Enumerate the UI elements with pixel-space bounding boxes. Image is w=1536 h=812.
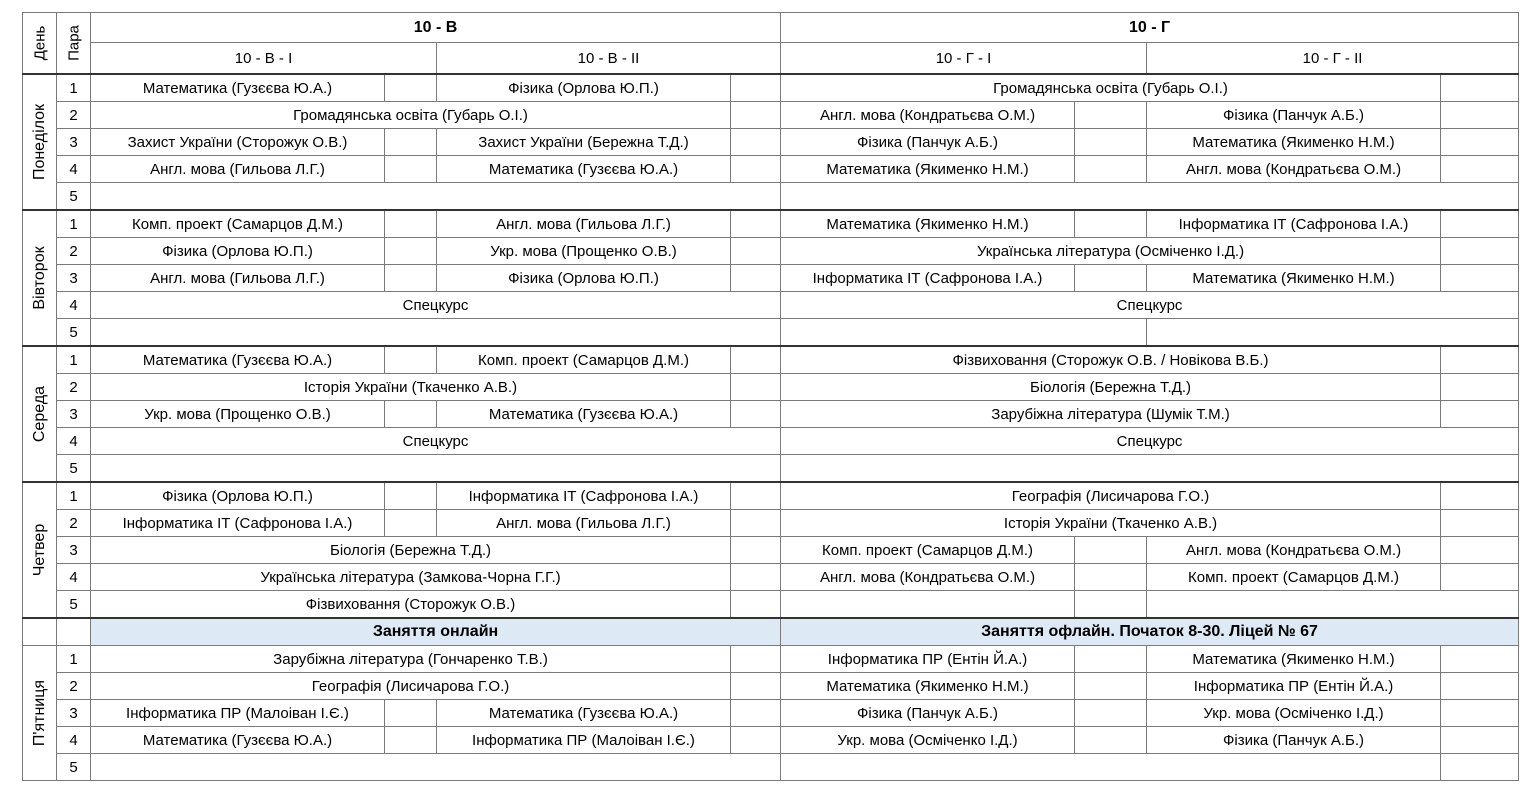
day-column-header: День <box>23 13 57 75</box>
empty-cell <box>781 455 1519 483</box>
lesson-cell: Інформатика ІТ (Сафронова І.А.) <box>91 510 385 537</box>
lesson-number: 1 <box>57 646 91 673</box>
empty-cell <box>1441 482 1519 510</box>
empty-cell <box>781 591 1075 619</box>
lesson-cell: Англ. мова (Гильова Л.Г.) <box>91 265 385 292</box>
empty-cell <box>385 482 437 510</box>
empty-cell <box>1441 754 1519 781</box>
lesson-cell: Фізика (Панчук А.Б.) <box>781 129 1075 156</box>
lesson-cell: Укр. мова (Осміченко І.Д.) <box>1147 700 1441 727</box>
empty-cell <box>385 210 437 238</box>
empty-cell <box>1441 537 1519 564</box>
empty-cell <box>1441 700 1519 727</box>
lesson-cell: Укр. мова (Прощенко О.В.) <box>437 238 731 265</box>
para-column-header: Пара <box>57 13 91 75</box>
header-row-classes <box>23 13 1519 43</box>
lesson-number: 1 <box>57 74 91 102</box>
empty-cell <box>731 482 781 510</box>
table-row <box>23 183 1519 211</box>
table-row <box>23 74 1519 102</box>
empty-cell <box>385 238 437 265</box>
lesson-number: 5 <box>57 591 91 619</box>
empty-cell <box>1441 265 1519 292</box>
empty-cell <box>731 727 781 754</box>
lesson-cell: Біологія (Бережна Т.Д.) <box>781 374 1441 401</box>
lesson-number: 4 <box>57 727 91 754</box>
lesson-cell: Фізика (Панчук А.Б.) <box>781 700 1075 727</box>
day-label-tuesday: Вівторок <box>23 210 57 346</box>
empty-cell <box>1441 673 1519 700</box>
lesson-cell: Комп. проект (Самарцов Д.М.) <box>437 346 731 374</box>
lesson-cell: Математика (Якименко Н.М.) <box>1147 646 1441 673</box>
empty-cell <box>781 754 1441 781</box>
empty-cell <box>1075 564 1147 591</box>
table-row <box>23 210 1519 238</box>
empty-cell <box>1075 265 1147 292</box>
lesson-cell: Математика (Якименко Н.М.) <box>781 156 1075 183</box>
empty-cell <box>1441 238 1519 265</box>
empty-cell <box>91 319 781 347</box>
empty-cell <box>1147 591 1519 619</box>
class-10v-header: 10 - В <box>91 13 781 43</box>
lesson-number: 4 <box>57 564 91 591</box>
empty-cell <box>731 591 781 619</box>
lesson-cell: Історія України (Ткаченко А.В.) <box>781 510 1441 537</box>
lesson-cell: Спецкурс <box>781 292 1519 319</box>
lesson-cell: Історія України (Ткаченко А.В.) <box>91 374 731 401</box>
lesson-cell: Комп. проект (Самарцов Д.М.) <box>1147 564 1441 591</box>
lesson-cell: Математика (Гузєєва Ю.А.) <box>437 700 731 727</box>
lesson-number: 4 <box>57 156 91 183</box>
table-row <box>23 319 1519 347</box>
empty-cell <box>1441 646 1519 673</box>
lesson-cell: Математика (Якименко Н.М.) <box>781 673 1075 700</box>
subgroup-10v1-header: 10 - В - І <box>91 43 437 75</box>
empty-cell <box>385 265 437 292</box>
empty-cell <box>1441 74 1519 102</box>
empty-cell <box>1075 156 1147 183</box>
lesson-cell: Зарубіжна література (Гончаренко Т.В.) <box>91 646 731 673</box>
empty-cell <box>1441 374 1519 401</box>
empty-cell <box>1441 401 1519 428</box>
lesson-cell: Фізика (Орлова Ю.П.) <box>437 265 731 292</box>
subgroup-10g1-header: 10 - Г - І <box>781 43 1147 75</box>
lesson-cell: Англ. мова (Кондратьєва О.М.) <box>1147 537 1441 564</box>
lesson-cell: Математика (Гузєєва Ю.А.) <box>91 74 385 102</box>
empty-cell <box>1075 727 1147 754</box>
lesson-cell: Захист України (Сторожук О.В.) <box>91 129 385 156</box>
empty-cell <box>731 673 781 700</box>
lesson-cell: Українська література (Осміченко І.Д.) <box>781 238 1441 265</box>
empty-cell <box>23 618 57 646</box>
empty-cell <box>731 74 781 102</box>
table-row <box>23 156 1519 183</box>
empty-cell <box>731 129 781 156</box>
lesson-number: 2 <box>57 673 91 700</box>
class-10g-header: 10 - Г <box>781 13 1519 43</box>
lesson-number: 5 <box>57 319 91 347</box>
table-row <box>23 346 1519 374</box>
empty-cell <box>1075 700 1147 727</box>
empty-cell <box>1441 156 1519 183</box>
lesson-number: 2 <box>57 510 91 537</box>
lesson-cell: Фізвиховання (Сторожук О.В. / Новікова В.Б.) <box>781 346 1441 374</box>
lesson-cell: Математика (Гузєєва Ю.А.) <box>437 156 731 183</box>
empty-cell <box>1441 346 1519 374</box>
lesson-cell: Інформатика ПР (Ентін Й.А.) <box>1147 673 1441 700</box>
lesson-cell: Математика (Якименко Н.М.) <box>1147 265 1441 292</box>
empty-cell <box>57 618 91 646</box>
lesson-cell: Українська література (Замкова-Чорна Г.Г.) <box>91 564 731 591</box>
empty-cell <box>91 455 781 483</box>
empty-cell <box>731 537 781 564</box>
empty-cell <box>1075 646 1147 673</box>
lesson-cell: Інформатика ПР (Малоіван І.Є.) <box>437 727 731 754</box>
lesson-number: 5 <box>57 455 91 483</box>
table-row <box>23 700 1519 727</box>
table-row <box>23 265 1519 292</box>
empty-cell <box>385 401 437 428</box>
lesson-cell: Англ. мова (Гильова Л.Г.) <box>91 156 385 183</box>
empty-cell <box>731 102 781 129</box>
table-row <box>23 129 1519 156</box>
empty-cell <box>781 183 1519 211</box>
lesson-number: 3 <box>57 265 91 292</box>
lesson-cell: Математика (Якименко Н.М.) <box>781 210 1075 238</box>
empty-cell <box>91 183 781 211</box>
empty-cell <box>385 129 437 156</box>
empty-cell <box>731 238 781 265</box>
day-label-friday: П'ятниця <box>23 646 57 781</box>
lesson-cell: Спецкурс <box>91 292 781 319</box>
lesson-cell: Громадянська освіта (Губарь О.І.) <box>781 74 1441 102</box>
table-row <box>23 754 1519 781</box>
lesson-cell: Математика (Гузєєва Ю.А.) <box>91 346 385 374</box>
empty-cell <box>385 510 437 537</box>
lesson-cell: Географія (Лисичарова Г.О.) <box>91 673 731 700</box>
empty-cell <box>1075 102 1147 129</box>
lesson-cell: Фізика (Орлова Ю.П.) <box>91 482 385 510</box>
lesson-number: 1 <box>57 482 91 510</box>
empty-cell <box>731 156 781 183</box>
table-row <box>23 673 1519 700</box>
lesson-cell: Спецкурс <box>91 428 781 455</box>
empty-cell <box>1441 564 1519 591</box>
table-row <box>23 292 1519 319</box>
lesson-cell: Інформатика ІТ (Сафронова І.А.) <box>781 265 1075 292</box>
empty-cell <box>1441 210 1519 238</box>
table-row <box>23 646 1519 673</box>
empty-cell <box>731 564 781 591</box>
lesson-cell: Інформатика ІТ (Сафронова І.А.) <box>437 482 731 510</box>
lesson-cell: Укр. мова (Прощенко О.В.) <box>91 401 385 428</box>
lesson-cell: Математика (Гузєєва Ю.А.) <box>91 727 385 754</box>
lesson-cell: Фізика (Панчук А.Б.) <box>1147 727 1441 754</box>
lesson-cell: Інформатика ПР (Малоіван І.Є.) <box>91 700 385 727</box>
lesson-number: 3 <box>57 401 91 428</box>
empty-cell <box>1441 510 1519 537</box>
lesson-cell: Англ. мова (Гильова Л.Г.) <box>437 210 731 238</box>
lesson-number: 2 <box>57 374 91 401</box>
empty-cell <box>731 374 781 401</box>
subgroup-10g2-header: 10 - Г - ІІ <box>1147 43 1519 75</box>
table-row <box>23 591 1519 619</box>
table-row <box>23 727 1519 754</box>
lesson-cell: Англ. мова (Гильова Л.Г.) <box>437 510 731 537</box>
lesson-cell: Англ. мова (Кондратьєва О.М.) <box>1147 156 1441 183</box>
lesson-cell: Географія (Лисичарова Г.О.) <box>781 482 1441 510</box>
empty-cell <box>385 727 437 754</box>
table-row <box>23 102 1519 129</box>
table-row <box>23 428 1519 455</box>
lesson-number: 3 <box>57 537 91 564</box>
table-row <box>23 510 1519 537</box>
table-row <box>23 564 1519 591</box>
lesson-cell: Комп. проект (Самарцов Д.М.) <box>781 537 1075 564</box>
lesson-cell: Інформатика ІТ (Сафронова І.А.) <box>1147 210 1441 238</box>
empty-cell <box>1147 319 1519 347</box>
lesson-cell: Спецкурс <box>781 428 1519 455</box>
lesson-cell: Громадянська освіта (Губарь О.І.) <box>91 102 731 129</box>
empty-cell <box>731 510 781 537</box>
table-row <box>23 537 1519 564</box>
lesson-cell: Англ. мова (Кондратьєва О.М.) <box>781 564 1075 591</box>
lesson-number: 5 <box>57 183 91 211</box>
empty-cell <box>731 646 781 673</box>
lesson-number: 2 <box>57 238 91 265</box>
table-row <box>23 238 1519 265</box>
empty-cell <box>1075 537 1147 564</box>
lesson-number: 3 <box>57 129 91 156</box>
lesson-cell: Англ. мова (Кондратьєва О.М.) <box>781 102 1075 129</box>
lesson-cell: Математика (Якименко Н.М.) <box>1147 129 1441 156</box>
notice-offline: Заняття офлайн. Початок 8-30. Ліцей № 67 <box>781 618 1519 646</box>
empty-cell <box>731 401 781 428</box>
lesson-cell: Фізика (Панчук А.Б.) <box>1147 102 1441 129</box>
day-label-thursday: Четвер <box>23 482 57 618</box>
lesson-cell: Інформатика ПР (Ентін Й.А.) <box>781 646 1075 673</box>
notice-row <box>23 618 1519 646</box>
table-row <box>23 455 1519 483</box>
lesson-cell: Фізика (Орлова Ю.П.) <box>437 74 731 102</box>
lesson-cell: Укр. мова (Осміченко І.Д.) <box>781 727 1075 754</box>
lesson-number: 4 <box>57 428 91 455</box>
table-row <box>23 482 1519 510</box>
empty-cell <box>781 319 1147 347</box>
day-label-wednesday: Середа <box>23 346 57 482</box>
day-label-monday: Понеділок <box>23 74 57 210</box>
notice-online: Заняття онлайн <box>91 618 781 646</box>
empty-cell <box>1075 591 1147 619</box>
empty-cell <box>385 346 437 374</box>
empty-cell <box>731 700 781 727</box>
empty-cell <box>1441 129 1519 156</box>
empty-cell <box>731 265 781 292</box>
lesson-number: 5 <box>57 754 91 781</box>
table-row <box>23 401 1519 428</box>
lesson-cell: Комп. проект (Самарцов Д.М.) <box>91 210 385 238</box>
lesson-number: 4 <box>57 292 91 319</box>
empty-cell <box>91 754 781 781</box>
empty-cell <box>1441 102 1519 129</box>
empty-cell <box>385 156 437 183</box>
empty-cell <box>731 346 781 374</box>
empty-cell <box>1075 129 1147 156</box>
empty-cell <box>731 210 781 238</box>
lesson-number: 3 <box>57 700 91 727</box>
lesson-cell: Фізика (Орлова Ю.П.) <box>91 238 385 265</box>
lesson-cell: Математика (Гузєєва Ю.А.) <box>437 401 731 428</box>
lesson-number: 1 <box>57 346 91 374</box>
empty-cell <box>385 74 437 102</box>
lesson-cell: Зарубіжна література (Шумік Т.М.) <box>781 401 1441 428</box>
empty-cell <box>1075 673 1147 700</box>
table-row <box>23 374 1519 401</box>
schedule-table <box>22 12 1519 781</box>
empty-cell <box>385 700 437 727</box>
header-row-subgroups <box>23 43 1519 75</box>
lesson-number: 1 <box>57 210 91 238</box>
empty-cell <box>1075 210 1147 238</box>
lesson-cell: Фізвиховання (Сторожук О.В.) <box>91 591 731 619</box>
lesson-number: 2 <box>57 102 91 129</box>
lesson-cell: Біологія (Бережна Т.Д.) <box>91 537 731 564</box>
lesson-cell: Захист України (Бережна Т.Д.) <box>437 129 731 156</box>
empty-cell <box>1441 727 1519 754</box>
subgroup-10v2-header: 10 - В - ІІ <box>437 43 781 75</box>
